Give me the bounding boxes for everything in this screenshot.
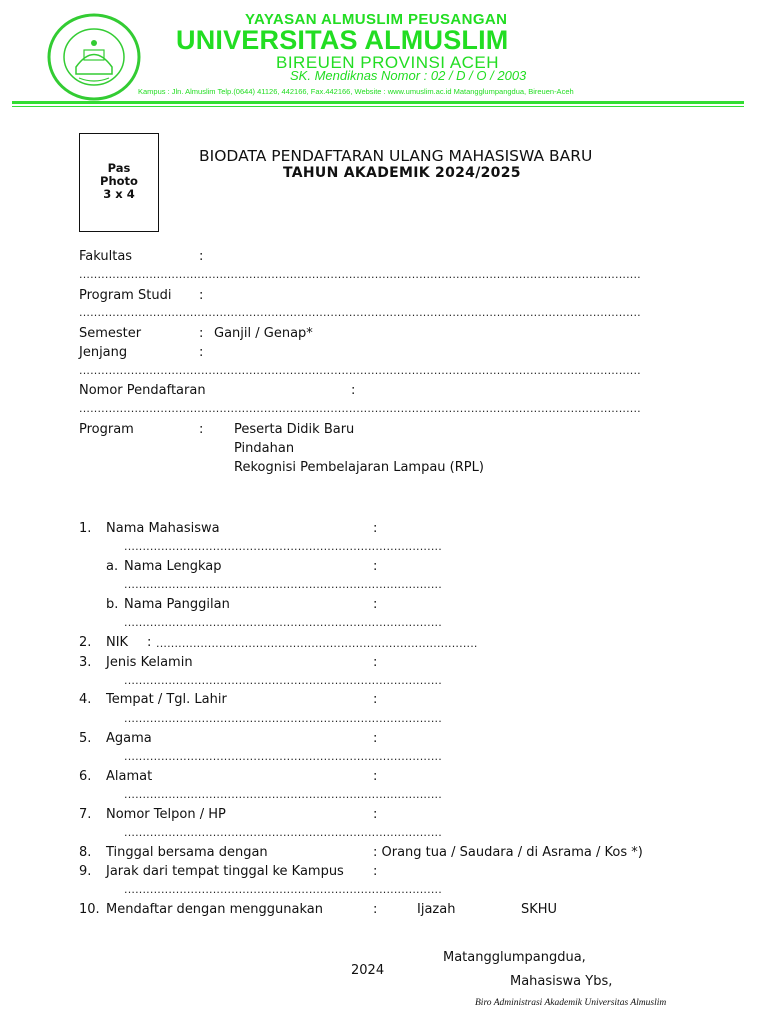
university-logo <box>46 12 142 102</box>
label-alamat: Alamat <box>106 769 153 784</box>
label-semester: Semester <box>79 326 142 341</box>
colon: : <box>373 769 378 784</box>
colon: : <box>373 807 378 822</box>
fill-line-jenjang[interactable]: ........................................................................................................................................................ <box>79 364 641 377</box>
item-number: 10. <box>79 902 100 917</box>
photo-box <box>79 133 159 232</box>
campus-address: Kampus : Jln. Almuslim Telp.(0644) 41126, 442166, Fax.442166, Website : www.umuslim.ac.id Matangglumpangdua, Bireuen-Aceh <box>138 87 574 96</box>
fill-line-nomor-pendaftaran[interactable]: ........................................................................................................................................................ <box>79 402 641 415</box>
label-nomor-telpon: Nomor Telpon / HP <box>106 807 226 822</box>
colon: : <box>373 597 378 612</box>
colon: : <box>147 635 152 650</box>
footer-text: Biro Administrasi Akademik Universitas Almuslim <box>475 998 667 1008</box>
fill-line-alamat[interactable]: ...................................................................................... <box>124 788 442 801</box>
label-program: Program <box>79 422 134 437</box>
item-number: 7. <box>79 807 92 822</box>
item-number: 9. <box>79 864 92 879</box>
item-number: 8. <box>79 845 92 860</box>
foundation-name: YAYASAN ALMUSLIM PEUSANGAN <box>245 11 508 28</box>
label-fakultas: Fakultas <box>79 249 133 264</box>
photo-label-2: Photo <box>100 174 138 188</box>
option-ijazah[interactable]: Ijazah <box>417 902 456 917</box>
photo-label-1: Pas <box>107 161 131 175</box>
colon-jenjang: : <box>199 345 204 360</box>
semester-options[interactable]: Ganjil / Genap* <box>214 326 313 341</box>
colon-program-studi: : <box>199 288 204 303</box>
fill-line-nama-lengkap[interactable]: ...................................................................................... <box>124 578 442 591</box>
signature-place: Matangglumpangdua, <box>443 950 586 965</box>
label-tempat-tgl-lahir: Tempat / Tgl. Lahir <box>106 692 227 707</box>
fill-line-nama-mahasiswa[interactable]: ...................................................................................... <box>124 540 442 553</box>
label-nama-mahasiswa: Nama Mahasiswa <box>106 521 220 536</box>
colon: : <box>373 521 378 536</box>
signature-role: Mahasiswa Ybs, <box>510 974 613 989</box>
university-name: UNIVERSITAS ALMUSLIM <box>176 25 509 55</box>
item-number: 1. <box>79 521 92 536</box>
fill-line-fakultas[interactable]: ........................................................................................................................................................ <box>79 268 641 281</box>
label-jenis-kelamin: Jenis Kelamin <box>106 655 193 670</box>
colon: : <box>373 864 378 879</box>
label-program-studi: Program Studi <box>79 288 172 303</box>
colon: : <box>373 902 378 917</box>
label-mendaftar: Mendaftar dengan menggunakan <box>106 902 323 917</box>
fill-line-nama-panggilan[interactable]: ...................................................................................... <box>124 616 442 629</box>
colon: : <box>373 731 378 746</box>
form-title: BIODATA PENDAFTARAN ULANG MAHASISWA BARU <box>199 147 593 165</box>
university-location: BIREUEN PROVINSI ACEH <box>276 53 500 72</box>
label-jenjang: Jenjang <box>79 345 128 360</box>
signature-year: 2024 <box>351 963 385 978</box>
label-nik: NIK <box>106 635 129 650</box>
program-option-rpl[interactable]: Rekognisi Pembelajaran Lampau (RPL) <box>234 460 484 475</box>
header-divider-thin <box>12 106 744 107</box>
label-jarak: Jarak dari tempat tinggal ke Kampus <box>106 864 344 879</box>
item-number: 6. <box>79 769 92 784</box>
label-tinggal-bersama: Tinggal bersama dengan <box>106 845 268 860</box>
photo-label-3: 3 x 4 <box>103 187 135 201</box>
fill-line-agama[interactable]: ...................................................................................... <box>124 750 442 763</box>
item-number: 3. <box>79 655 92 670</box>
label-nomor-pendaftaran: Nomor Pendaftaran <box>79 383 206 398</box>
label-agama: Agama <box>106 731 152 746</box>
fill-line-jenis-kelamin[interactable]: ...................................................................................... <box>124 674 442 687</box>
academic-year: TAHUN AKADEMIK 2024/2025 <box>283 165 521 181</box>
colon: : <box>373 692 378 707</box>
tinggal-bersama-options[interactable]: : Orang tua / Saudara / di Asrama / Kos *) <box>373 845 643 860</box>
option-skhu[interactable]: SKHU <box>521 902 558 917</box>
colon: : <box>373 655 378 670</box>
fill-line-jarak[interactable]: ...................................................................................... <box>124 883 442 896</box>
fill-line-tempat-tgl-lahir[interactable]: ...................................................................................... <box>124 712 442 725</box>
colon-program: : <box>199 422 204 437</box>
item-letter: b. <box>106 597 119 612</box>
colon-fakultas: : <box>199 249 204 264</box>
fill-line-nik[interactable]: ....................................................................................... <box>156 637 478 650</box>
colon: : <box>373 559 378 574</box>
fill-line-nomor-telpon[interactable]: ...................................................................................... <box>124 826 442 839</box>
fill-line-program-studi[interactable]: ........................................................................................................................................................ <box>79 306 641 319</box>
header-divider-thick <box>12 101 744 104</box>
item-number: 2. <box>79 635 92 650</box>
item-number: 5. <box>79 731 92 746</box>
program-option-pindahan[interactable]: Pindahan <box>234 441 295 456</box>
label-nama-lengkap: Nama Lengkap <box>124 559 222 574</box>
program-option-peserta-didik-baru[interactable]: Peserta Didik Baru <box>234 422 355 437</box>
colon-nomor-pendaftaran: : <box>351 383 356 398</box>
item-number: 4. <box>79 692 92 707</box>
label-nama-panggilan: Nama Panggilan <box>124 597 230 612</box>
colon-semester: : <box>199 326 204 341</box>
item-letter: a. <box>106 559 119 574</box>
decree-number: SK. Mendiknas Nomor : 02 / D / O / 2003 <box>290 68 527 83</box>
